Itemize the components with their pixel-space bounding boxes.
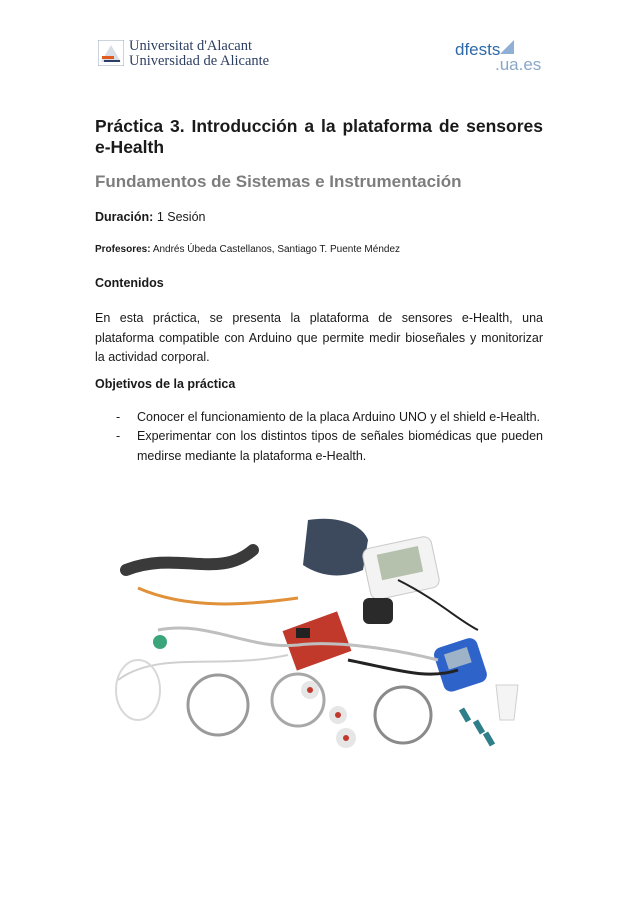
course-subtitle: Fundamentos de Sistemas e Instrumentación [95, 172, 462, 191]
department-logo-triangle-icon [500, 40, 514, 54]
university-name-valencian: Universitat d'Alacant [129, 38, 253, 54]
teachers-value: Andrés Úbeda Castellanos, Santiago T. Puente Méndez [152, 244, 401, 255]
teachers-label: Profesores: [95, 244, 151, 255]
duration-line [95, 210, 205, 224]
objective-item: Experimentar con los distintos tipos de señales biomédicas que pueden medirse mediante la plataforma e-Health. [137, 429, 543, 463]
objectives-heading: Objetivos de la práctica [95, 377, 236, 391]
department-logo [455, 38, 545, 72]
department-logo-main: dfests [455, 40, 501, 59]
duration-value: 1 Sesión [156, 210, 206, 224]
pulse-oximeter [363, 598, 393, 624]
blood-pressure-cuff [303, 519, 368, 576]
sensor-cable-coil [188, 675, 248, 735]
contents-paragraph: En esta práctica, se presenta la plataforma de sensores e-Health, una plataforma compatible con Arduino que permite medir bioseñales y monitorizar la actividad corporal. [95, 311, 543, 364]
arduino-shield-board [283, 611, 352, 670]
page-title: Práctica 3. Introducción a la plataforma de sensores e-Health [95, 116, 543, 157]
airflow-sensor-cup [496, 685, 518, 720]
university-emblem-icon [98, 40, 124, 66]
teachers-line [95, 244, 400, 255]
department-logo-domain: .ua.es [495, 55, 542, 74]
ehealth-kit-photo [98, 510, 538, 760]
university-name-spanish: Universidad de Alicante [129, 53, 270, 69]
objective-bullet: - [116, 429, 121, 443]
contents-heading: Contenidos [95, 276, 164, 290]
objective-bullet: - [116, 410, 121, 424]
duration-label: Duración: [95, 210, 154, 224]
chest-strap [126, 550, 253, 570]
ecg-electrode [153, 635, 167, 649]
university-logo [98, 40, 268, 74]
objective-item: Conocer el funcionamiento de la placa Arduino UNO y el shield e-Health. [137, 410, 541, 424]
